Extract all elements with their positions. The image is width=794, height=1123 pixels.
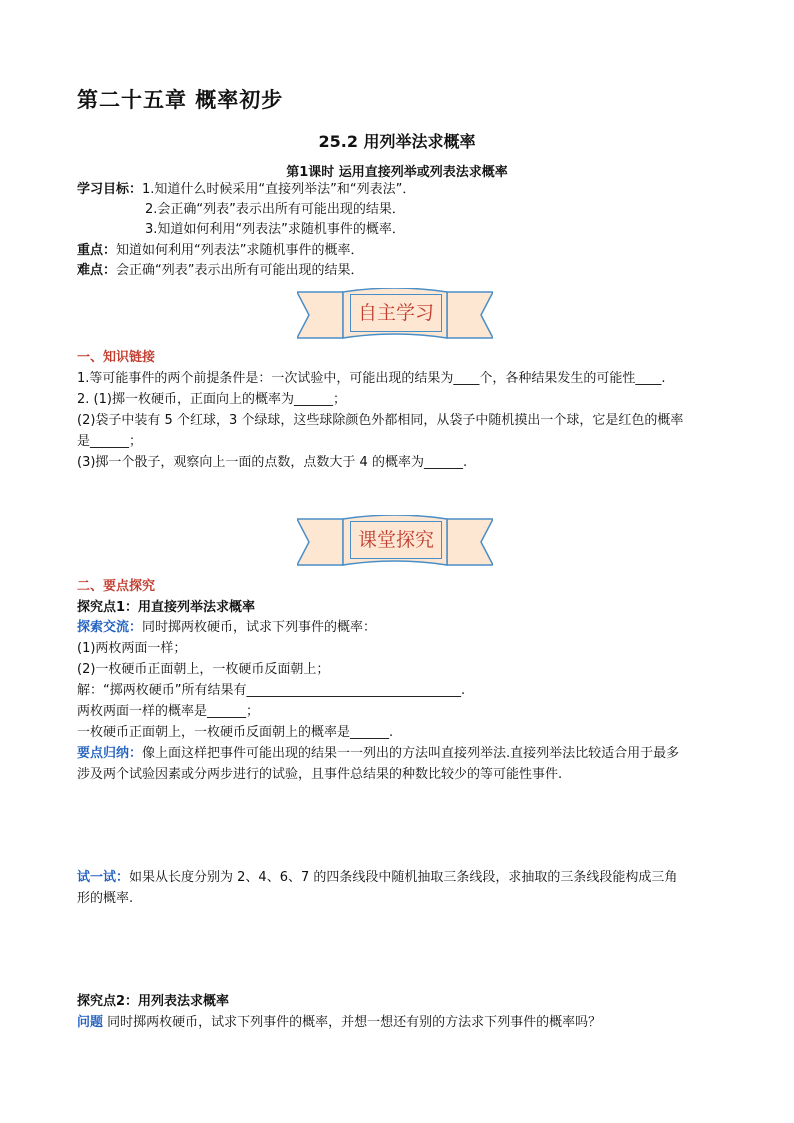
summary-text: 像上面这样把事件可能出现的结果一一列出的方法叫直接列举法.直接列举法比较适合用于最多 bbox=[142, 746, 680, 761]
try-label: 试一试： bbox=[77, 870, 130, 885]
banner-label: 课堂探究 bbox=[350, 521, 442, 559]
key-point bbox=[77, 242, 364, 260]
part1-line: 2. (1)掷一枚硬币，正面向上的概率为______； bbox=[77, 392, 346, 407]
banner-class-explore bbox=[297, 515, 493, 567]
objective-item: 1.知道什么时候采用“直接列举法”和“列表法”． bbox=[142, 182, 416, 197]
difficulty bbox=[77, 262, 364, 280]
explore-line bbox=[77, 619, 376, 637]
part1-heading: 一、知识链接 bbox=[77, 350, 156, 365]
key-point-text: 知道如何利用“列表法”求随机事件的概率． bbox=[116, 243, 364, 258]
explore-label: 探索交流： bbox=[77, 620, 143, 635]
answer-2: 一枚硬币正面朝上，一枚硬币反面朝上的概率是______. bbox=[77, 725, 394, 740]
summary-label: 要点归纳： bbox=[77, 746, 143, 761]
point1-title: 探究点1：用直接列举法求概率 bbox=[77, 600, 256, 615]
try-text: 如果从长度分别为 2、4、6、7 的四条线段中随机抽取三条线段，求抽取的三条线段能构成三角 bbox=[129, 870, 678, 885]
summary-line-2: 涉及两个试验因素或分两步进行的试验，且事件总结果的种数比较少的等可能性事件. bbox=[77, 767, 563, 782]
section-title: 25.2 用列举法求概率 bbox=[318, 132, 476, 151]
objective-item: 3.知道如何利用“列表法”求随机事件的概率． bbox=[145, 222, 405, 237]
chapter-title: 第二十五章 概率初步 bbox=[77, 88, 284, 112]
problem-text: 同时掷两枚硬币，试求下列事件的概率，并想一想还有别的方法求下列事件的概率吗？ bbox=[107, 1015, 602, 1030]
objective-item: 2.会正确“列表”表示出所有可能出现的结果． bbox=[145, 202, 405, 217]
problem-line bbox=[77, 1014, 601, 1032]
point2-title: 探究点2：用列表法求概率 bbox=[77, 994, 230, 1009]
part1-line: (2)袋子中装有 5 个红球，3 个绿球，这些球除颜色外都相同，从袋子中随机摸出一个球，它是红色的概率 bbox=[77, 413, 684, 428]
question-2: (2)一枚硬币正面朝上，一枚硬币反面朝上； bbox=[77, 662, 330, 677]
banner-label: 自主学习 bbox=[350, 294, 442, 332]
part1-line: (3)掷一个骰子，观察向上一面的点数，点数大于 4 的概率为______. bbox=[77, 455, 468, 470]
try-line-1 bbox=[77, 869, 677, 887]
problem-label: 问题 bbox=[77, 1015, 104, 1030]
part1-line: 1.等可能事件的两个前提条件是：一次试验中，可能出现的结果为____个，各种结果发生的可能性____. bbox=[77, 371, 666, 386]
lesson-title: 第1课时 运用直接列举或列表法求概率 bbox=[286, 165, 508, 180]
part1-line: 是______； bbox=[77, 434, 143, 449]
key-point-label: 重点： bbox=[77, 243, 117, 258]
solution-line: 解：“掷两枚硬币”所有结果有_________________________________. bbox=[77, 683, 466, 698]
try-line-2: 形的概率. bbox=[77, 891, 134, 906]
difficulty-text: 会正确“列表”表示出所有可能出现的结果． bbox=[116, 263, 364, 278]
difficulty-label: 难点： bbox=[77, 263, 117, 278]
summary-line-1 bbox=[77, 745, 679, 763]
objectives-line-1 bbox=[77, 181, 415, 199]
banner-self-study bbox=[297, 288, 493, 340]
part2-heading: 二、要点探究 bbox=[77, 579, 156, 594]
question-1: (1)两枚两面一样； bbox=[77, 641, 187, 656]
answer-1: 两枚两面一样的概率是______； bbox=[77, 704, 260, 719]
explore-text: 同时掷两枚硬币，试求下列事件的概率： bbox=[142, 620, 377, 635]
objectives-label: 学习目标： bbox=[77, 182, 143, 197]
